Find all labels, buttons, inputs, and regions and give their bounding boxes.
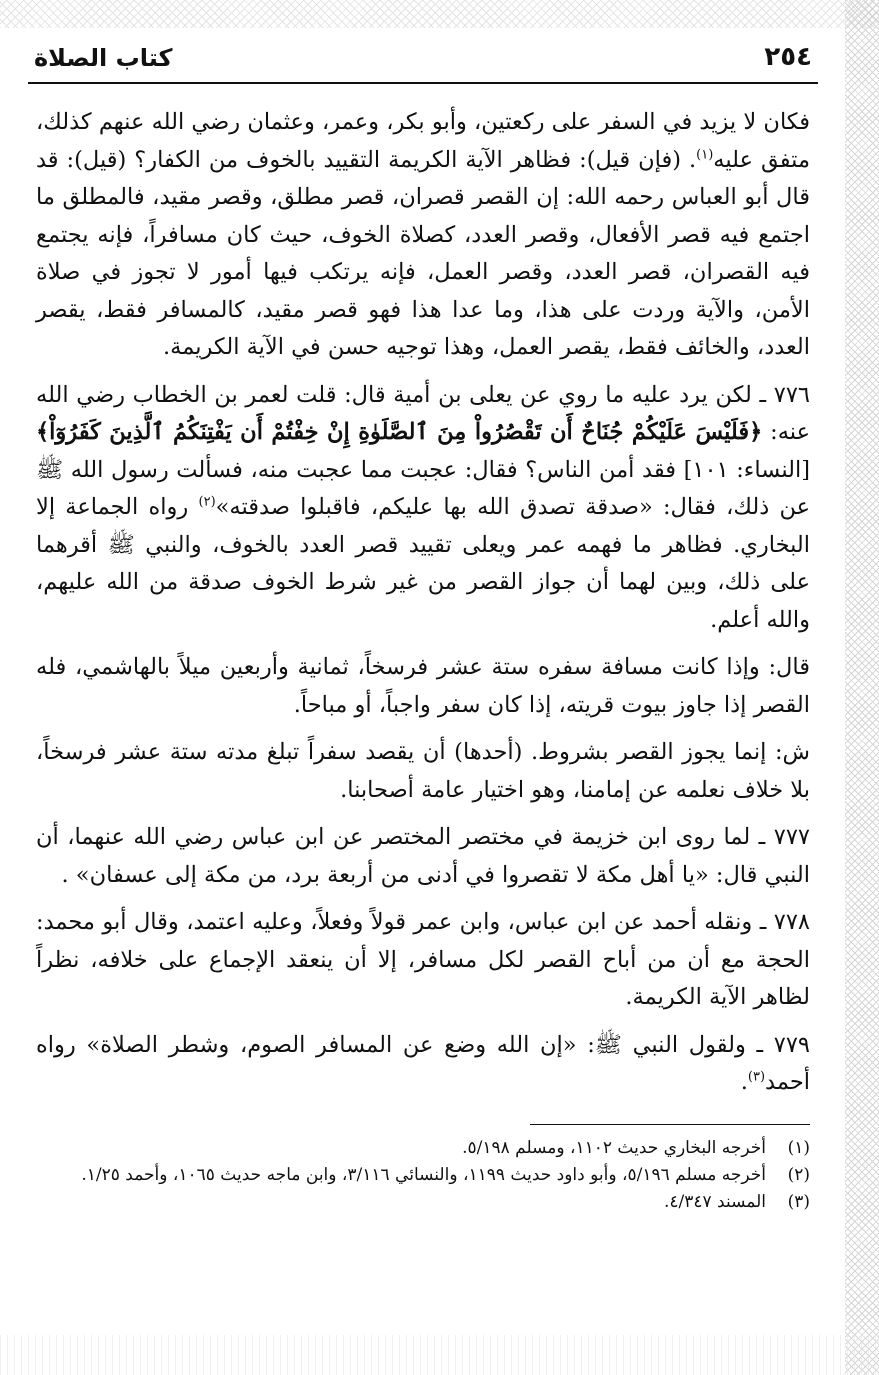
book-page [28,36,818,1216]
page-number: ٢٥٤ [764,42,812,72]
page-header [28,36,818,84]
main-text [28,104,818,1102]
decorative-right-border [845,0,879,1375]
footnote-3: (٣) المسند ٤/٣٤٧. [663,1191,810,1212]
paragraph-matn-distance: قال: وإذا كانت مسافة سفره ستة عشر فرسخاً، ثمانية وأربعين ميلاً بالهاشمي، فله القصر إذا جاوز بيوت قريته، إذا كان سفر واجباً، أو مباحاً. [36,654,810,718]
paragraph-778: ٧٧٨ ـ ونقله أحمد عن ابن عباس، وابن عمر قولاً وفعلاً، وعليه اعتمد، وقال أبو محمد: الحجة مع أن من أباح القصر لكل مسافر، إلا أن ينعقد الإجماع على خلافه، نظراً لظاهر الآية الكريمة. [36,909,810,1010]
footnote-ref-2: (٢) [198,494,216,510]
footnote-ref-1: (١) [696,147,714,162]
paragraph-776: ٧٧٦ ـ لكن يرد عليه ما روي عن يعلى بن أمية قال: قلت لعمر بن الخطاب رضي الله عنه: ﴿فَلَيْسَ عَلَيْكُمْ جُنَاحٌ أَن تَقْصُرُواْ مِنَ ٱلصَّلَوٰةِ إِنْ خِفْتُمْ أَن يَفْتِنَكُمُ ٱلَّذِينَ كَفَرُوٓاْ﴾ [النساء: ١٠١] فقد أمن الناس؟ فقال: عجبت مما عجبت منه، فسألت رسول الله ﷺ عن ذلك، فقال: «صدقة تصدق الله بها عليكم، فاقبلوا صدقته»$^{(٢)}$ رواه الجماعة إلا البخاري. فظاهر ما فهمه عمر ويعلى تقييد قصر العدد بالخوف، والنبي ﷺ أقرهما على ذلك، وبين لهما أن جواز القصر من غير شرط الخوف صدقة من الله عليهم، والله أعلم. [36,381,810,633]
paragraph-1: فكان لا يزيد في السفر على ركعتين، وأبو بكر، وعمر، وعثمان رضي الله عنهم كذلك، متفق عليه$^{(١)}$. (فإن قيل): فظاهر الآية الكريمة التقييد بالخوف من الكفار؟ (قيل): قد قال أبو العباس رحمه الله: إن القصر قصران، قصر مطلق، وقصر مقيد، فالمطلق ما اجتمع فيه قصر الأفعال، وقصر العدد، كصلاة الخوف، حيث كان مسافراً، فإنه يجتمع فيه القصران، قصر العدد، وقصر العمل، فإنه يرتكب فيها أمور لا تجوز في صلاة الأمن، والآية وردت على هذا، وما عدا هذا فهو قصر مقيد، كالمسافر فقط، يقصر العدد، والخائف فقط، يقصر العمل، وهذا توجيه حسن في الآية الكريمة. [36,109,811,360]
quran-verse: ﴿فَلَيْسَ عَلَيْكُمْ جُنَاحٌ أَن تَقْصُرُواْ مِنَ ٱلصَّلَوٰةِ إِنْ خِفْتُمْ أَن يَفْتِنَكُمُ ٱلَّذِينَ كَفَرُوٓاْ﴾ [36,419,763,445]
footnotes [28,1125,818,1216]
running-title: كتاب الصلاة [34,44,173,72]
paragraph-779: ٧٧٩ ـ ولقول النبي ﷺ: «إن الله وضع عن المسافر الصوم، وشطر الصلاة» رواه أحمد$^{(٣)}$. [36,1031,810,1095]
paragraph-777: ٧٧٧ ـ لما روى ابن خزيمة في مختصر المختصر عن ابن عباس رضي الله عنهما، أن النبي قال: «يا أهل مكة لا تقصروا في أدنى من أربعة برد، من مكة إلى عسفان» . [36,824,810,888]
footnote-1: (١) أخرجه البخاري حديث ١١٠٢، ومسلم ٥/١٩٨. [462,1137,810,1158]
decorative-top-border [0,0,879,28]
paragraph-sharh: ش: إنما يجوز القصر بشروط. (أحدها) أن يقصد سفراً تبلغ مدته ستة عشر فرسخاً، بلا خلاف نعلمه عن إمامنا، وهو اختيار عامة أصحابنا. [36,739,810,803]
footnote-ref-3: (٣) [747,1069,766,1085]
footnote-2: (٢) أخرجه مسلم ٥/١٩٦، وأبو داود حديث ١١٩٩، والنسائي ٣/١١٦، وابن ماجه حديث ١٠٦٥، وأحمد ١/٢٥. [81,1164,810,1185]
decorative-bottom-border [0,1335,879,1375]
